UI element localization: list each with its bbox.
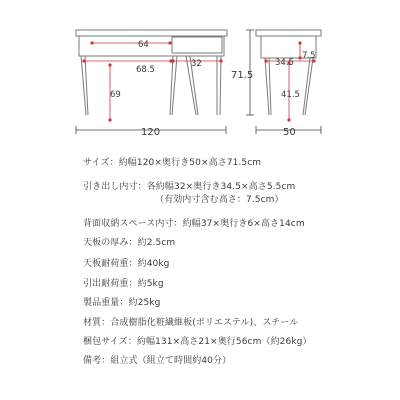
front-leg-clearance-label: 69 bbox=[110, 90, 121, 100]
spec-rear-storage-size: 背面収納スペース内寸：約幅37×奥行き6×高さ14cm bbox=[83, 219, 305, 229]
spec-package-size: 梱包サイズ：約幅131×高さ21×奥行56cm（約26kg） bbox=[83, 337, 312, 347]
spec-size: サイズ：約幅120×奥行き50×高さ71.5cm bbox=[83, 158, 262, 168]
side-leg-clearance-label: 41.5 bbox=[281, 90, 300, 100]
desk-top-front bbox=[76, 30, 227, 36]
front-inner-width-label: 64 bbox=[138, 40, 149, 50]
desk-drawer-front bbox=[172, 37, 222, 53]
desk-leg bbox=[265, 58, 269, 115]
spec-drawer-effective-height: （有効内寸含む高さ：7.5cm） bbox=[155, 195, 284, 205]
spec-product-weight: 製品重量：約25kg bbox=[83, 298, 161, 308]
spec-drawer-inner-size: 引き出し内寸：各約幅32×奥行き34.5×高さ5.5cm bbox=[83, 182, 296, 192]
front-drawer-width-label: 32 bbox=[191, 59, 202, 69]
desk-leg bbox=[269, 58, 271, 115]
side-height-label: 71.5 bbox=[231, 70, 254, 81]
side-drawer-depth-label: 34.5 bbox=[275, 58, 294, 68]
front-width-label: 120 bbox=[141, 127, 161, 138]
spec-material: 材質：合成樹脂化粧繊維板(ポリエステル)、スチール bbox=[83, 318, 299, 328]
side-depth-label: 50 bbox=[283, 127, 296, 138]
dimension-diagram bbox=[0, 0, 400, 150]
spec-notes: 備考：組立式（組立て時間約40分） bbox=[83, 356, 232, 366]
side-drawer-height-label: 7.5 bbox=[302, 51, 316, 61]
spec-drawer-load-capacity: 引出耐荷重：約5kg bbox=[83, 279, 164, 289]
front-full-inner-width-label: 68.5 bbox=[136, 65, 155, 75]
desk-top-side bbox=[256, 30, 321, 36]
spec-top-load-capacity: 天板耐荷重：約40kg bbox=[83, 259, 170, 269]
spec-top-thickness: 天板の厚み：約2.5cm bbox=[83, 238, 176, 248]
desk-leg bbox=[220, 56, 221, 115]
desk-side-view bbox=[256, 30, 321, 115]
